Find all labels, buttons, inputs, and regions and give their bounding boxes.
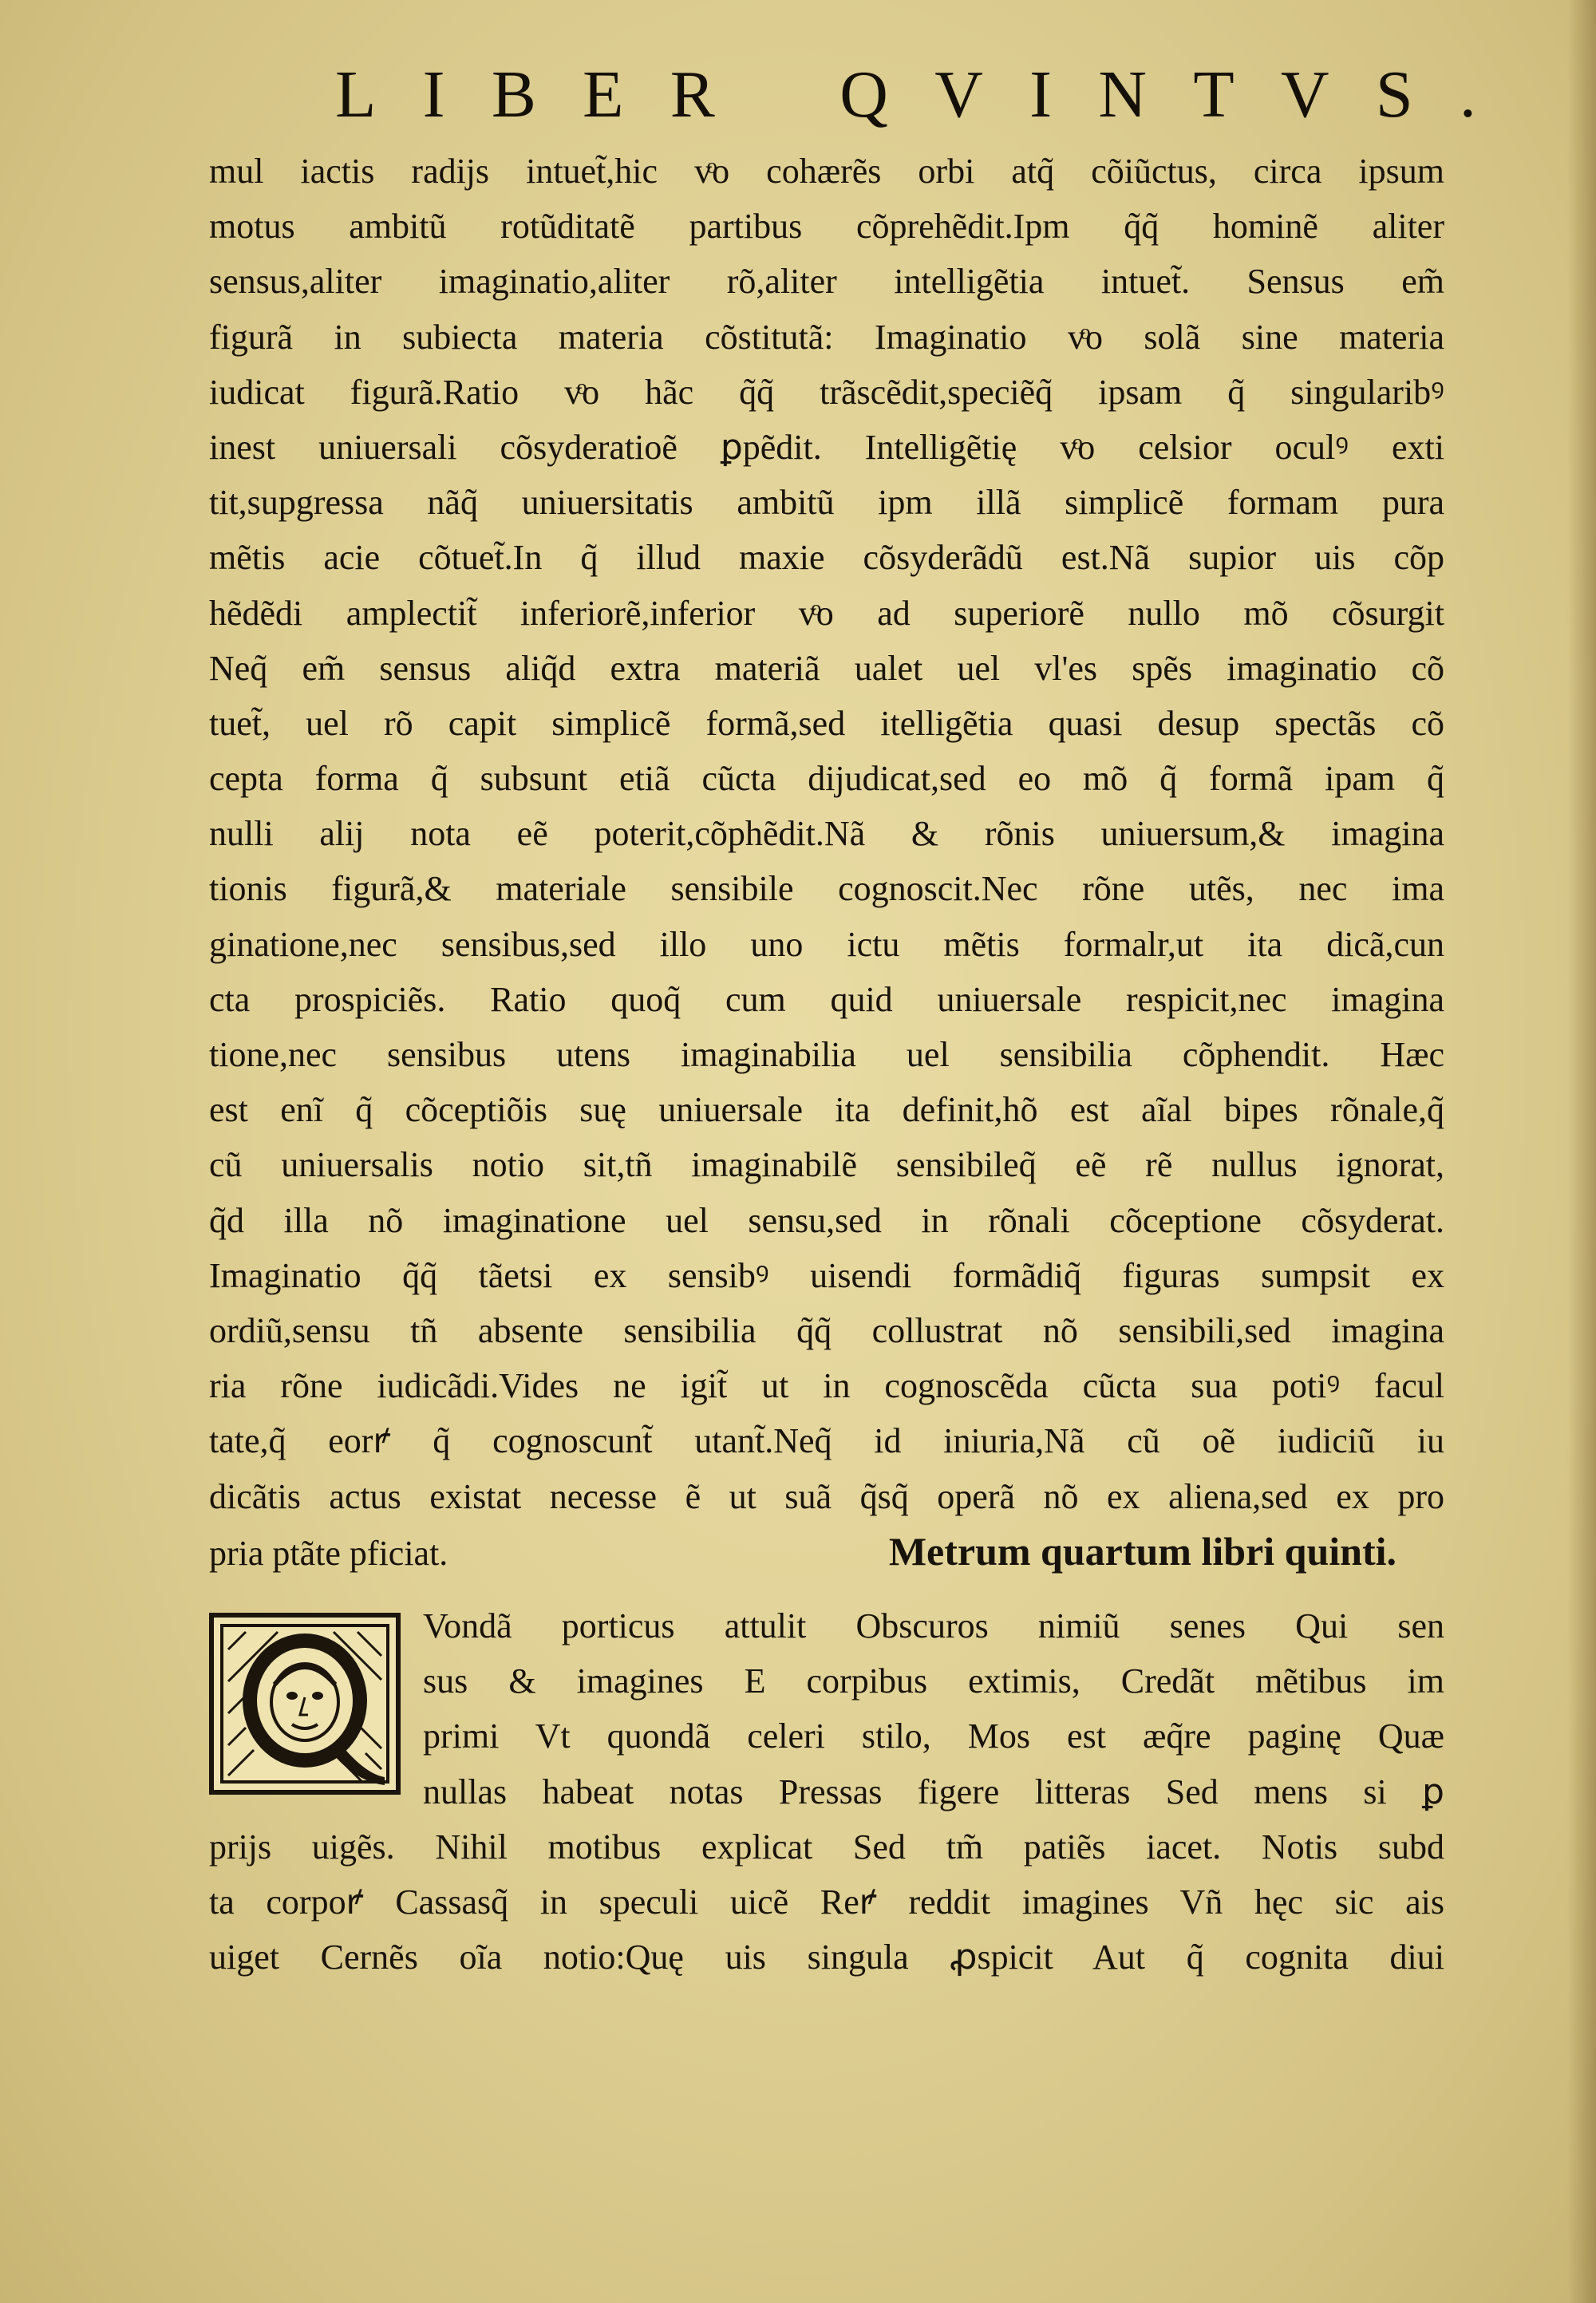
prose-line: tuet̃, uel rõ capit simplicẽ formã,sed itelligẽtia quasi desup spectãs cõ [209,703,1444,743]
prose-line: cũ uniuersalis notio sit,tñ imaginabilẽ sensibileq̃ eẽ rẽ nullus ignorat, [209,1145,1444,1185]
running-head-letter: T [1193,57,1235,132]
poem-line: uiget Cernẽs oĩa notio:Quę uis singula ꝓspicit Aut q̃ cognita diui [209,1938,1444,1977]
prose-line: cta prospiciẽs. Ratio quoq̃ cum quid uniuersale respicit,nec imagina [209,979,1444,1019]
poem-line: prĳs uigẽs. Nihil motibus explicat Sed tm̃ patiẽs iacet. Notis subd [209,1827,1444,1866]
prose-line: Neq̃ em̃ sensus aliq̃d extra materiã ualet uel vl'es spẽs imaginatio cõ [209,648,1444,688]
prose-line: dicãtis actus existat necesse ẽ ut suã q̃sq̃ operã nõ ex aliena,sed ex pro [209,1476,1444,1516]
running-head-letter: Q [839,57,888,132]
prose-line: cepta forma q̃ subsunt etiã cũcta dĳudicat,sed eo mõ q̃ formã ipam q̃ [209,759,1444,799]
poem-line: sus & imagines E corpibus extimis, Credãt mẽtibus im [423,1661,1444,1701]
prose-line: iudicat figurã.Ratio vͦo hãc q̃q̃ trãscẽdit,speciẽq̃ ipsam q̃ singularibꝰ [209,372,1444,412]
woodcut-face-icon [214,1618,396,1790]
running-head-letter: R [670,57,715,132]
poem-line: primi Vt quondã celeri stilo, Mos est æq̃re paginę Quæ [423,1716,1444,1756]
poem-line: Vondã porticus attulit Obscuros nimiũ senes Qui sen [423,1606,1444,1645]
running-head-letter: L [335,57,377,132]
prose-line: tionis figurã,& materiale sensibile cognoscit.Nec rõne utẽs, nec ima [209,869,1444,909]
decorated-initial-q [209,1613,401,1795]
poem-line: nullas habeat notas Pressas figere litteras Sed mens si ꝑ [423,1772,1444,1811]
prose-line: est enĩ q̃ cõceptiõis suę uniuersale ita definit,hõ est aĩal bipes rõnale,q̃ [209,1090,1444,1130]
running-head-letter: N [1098,57,1148,132]
running-head-letter: V [1280,57,1329,132]
running-head-letter: . [1459,57,1476,132]
prose-line: inest uniuersali cõsyderatioẽ ꝑpẽdit. Intelligẽtię vͦo celsior oculꝰ exti [209,427,1444,467]
prose-line: mul iactis radĳs intuet̃,hic vͦo cohærẽs orbi atq̃ cõiũctus, circa ipsum [209,152,1444,191]
prose-last-line [209,1524,1444,1579]
prose-line: sensus,aliter imaginatio,aliter rõ,aliter intelligẽtia intuet̃. Sensus em̃ [209,262,1444,302]
prose-line: tate,q̃ eorꝵ q̃ cognoscunt̃ utant̃.Neq̃ id iniuria,Nã cũ oẽ iudiciũ iu [209,1421,1444,1461]
meter-heading: Metrum quartum libri quinti. [888,1528,1396,1574]
prose-line: figurã in subiecta materia cõstitutã: Imaginatio vͦo solã sine materia [209,317,1444,357]
running-head-letter: B [491,57,536,132]
prose-line: ordiũ,sensu tñ absente sensibilia q̃q̃ collustrat nõ sensibili,sed imagina [209,1310,1444,1350]
running-head-letter: I [1029,57,1053,132]
running-head [335,56,1476,132]
poem-line: ta corpoꝵ Cassasq̃ in speculi uicẽ Reꝵ reddit imagines Vñ hęc sic ais [209,1882,1444,1922]
running-head-letter: E [583,57,624,132]
prose-line: ria rõne iudicãdi.Vides ne igit̃ ut in cognoscẽda cũcta sua potiꝰ facul [209,1366,1444,1406]
prose-line: motus ambitũ rotũditatẽ partibus cõprehẽdit.Ipm q̃q̃ hominẽ aliter [209,207,1444,247]
page-gutter-shadow [1567,0,1596,2303]
prose-closing-text: pria ptãte pficiat. [209,1533,448,1573]
running-head-letter: S [1375,57,1413,132]
running-head-letter: I [422,57,445,132]
prose-line: ginatione,nec sensibus,sed illo uno ictu mẽtis formalr,ut ita dicã,cun [209,924,1444,964]
prose-line: Imaginatio q̃q̃ tãetsi ex sensibꝰ uisendi formãdiq̃ figuras sumpsit ex [209,1255,1444,1295]
prose-line: hẽdẽdi amplectit̃ inferiorẽ,inferior vͦo ad superiorẽ nullo mõ cõsurgit [209,593,1444,633]
prose-line: q̃d illa nõ imaginatione uel sensu,sed in rõnali cõceptione cõsyderat. [209,1200,1444,1240]
prose-line: tit,supgressa nãq̃ uniuersitatis ambitũ ipm illã simplicẽ formam pura [209,483,1444,523]
running-head-letter: V [934,57,983,132]
prose-line: tione,nec sensibus utens imaginabilia uel sensibilia cõphendit. Hæc [209,1035,1444,1074]
prose-line: nulli alĳ nota eẽ poterit,cõphẽdit.Nã & rõnis uniuersum,& imagina [209,814,1444,854]
prose-line: mẽtis acie cõtuet̃.In q̃ illud maxie cõsyderãdũ est.Nã supior uis cõp [209,538,1444,578]
prose-text-block [209,144,1444,1579]
poem-block [209,1598,1444,1985]
